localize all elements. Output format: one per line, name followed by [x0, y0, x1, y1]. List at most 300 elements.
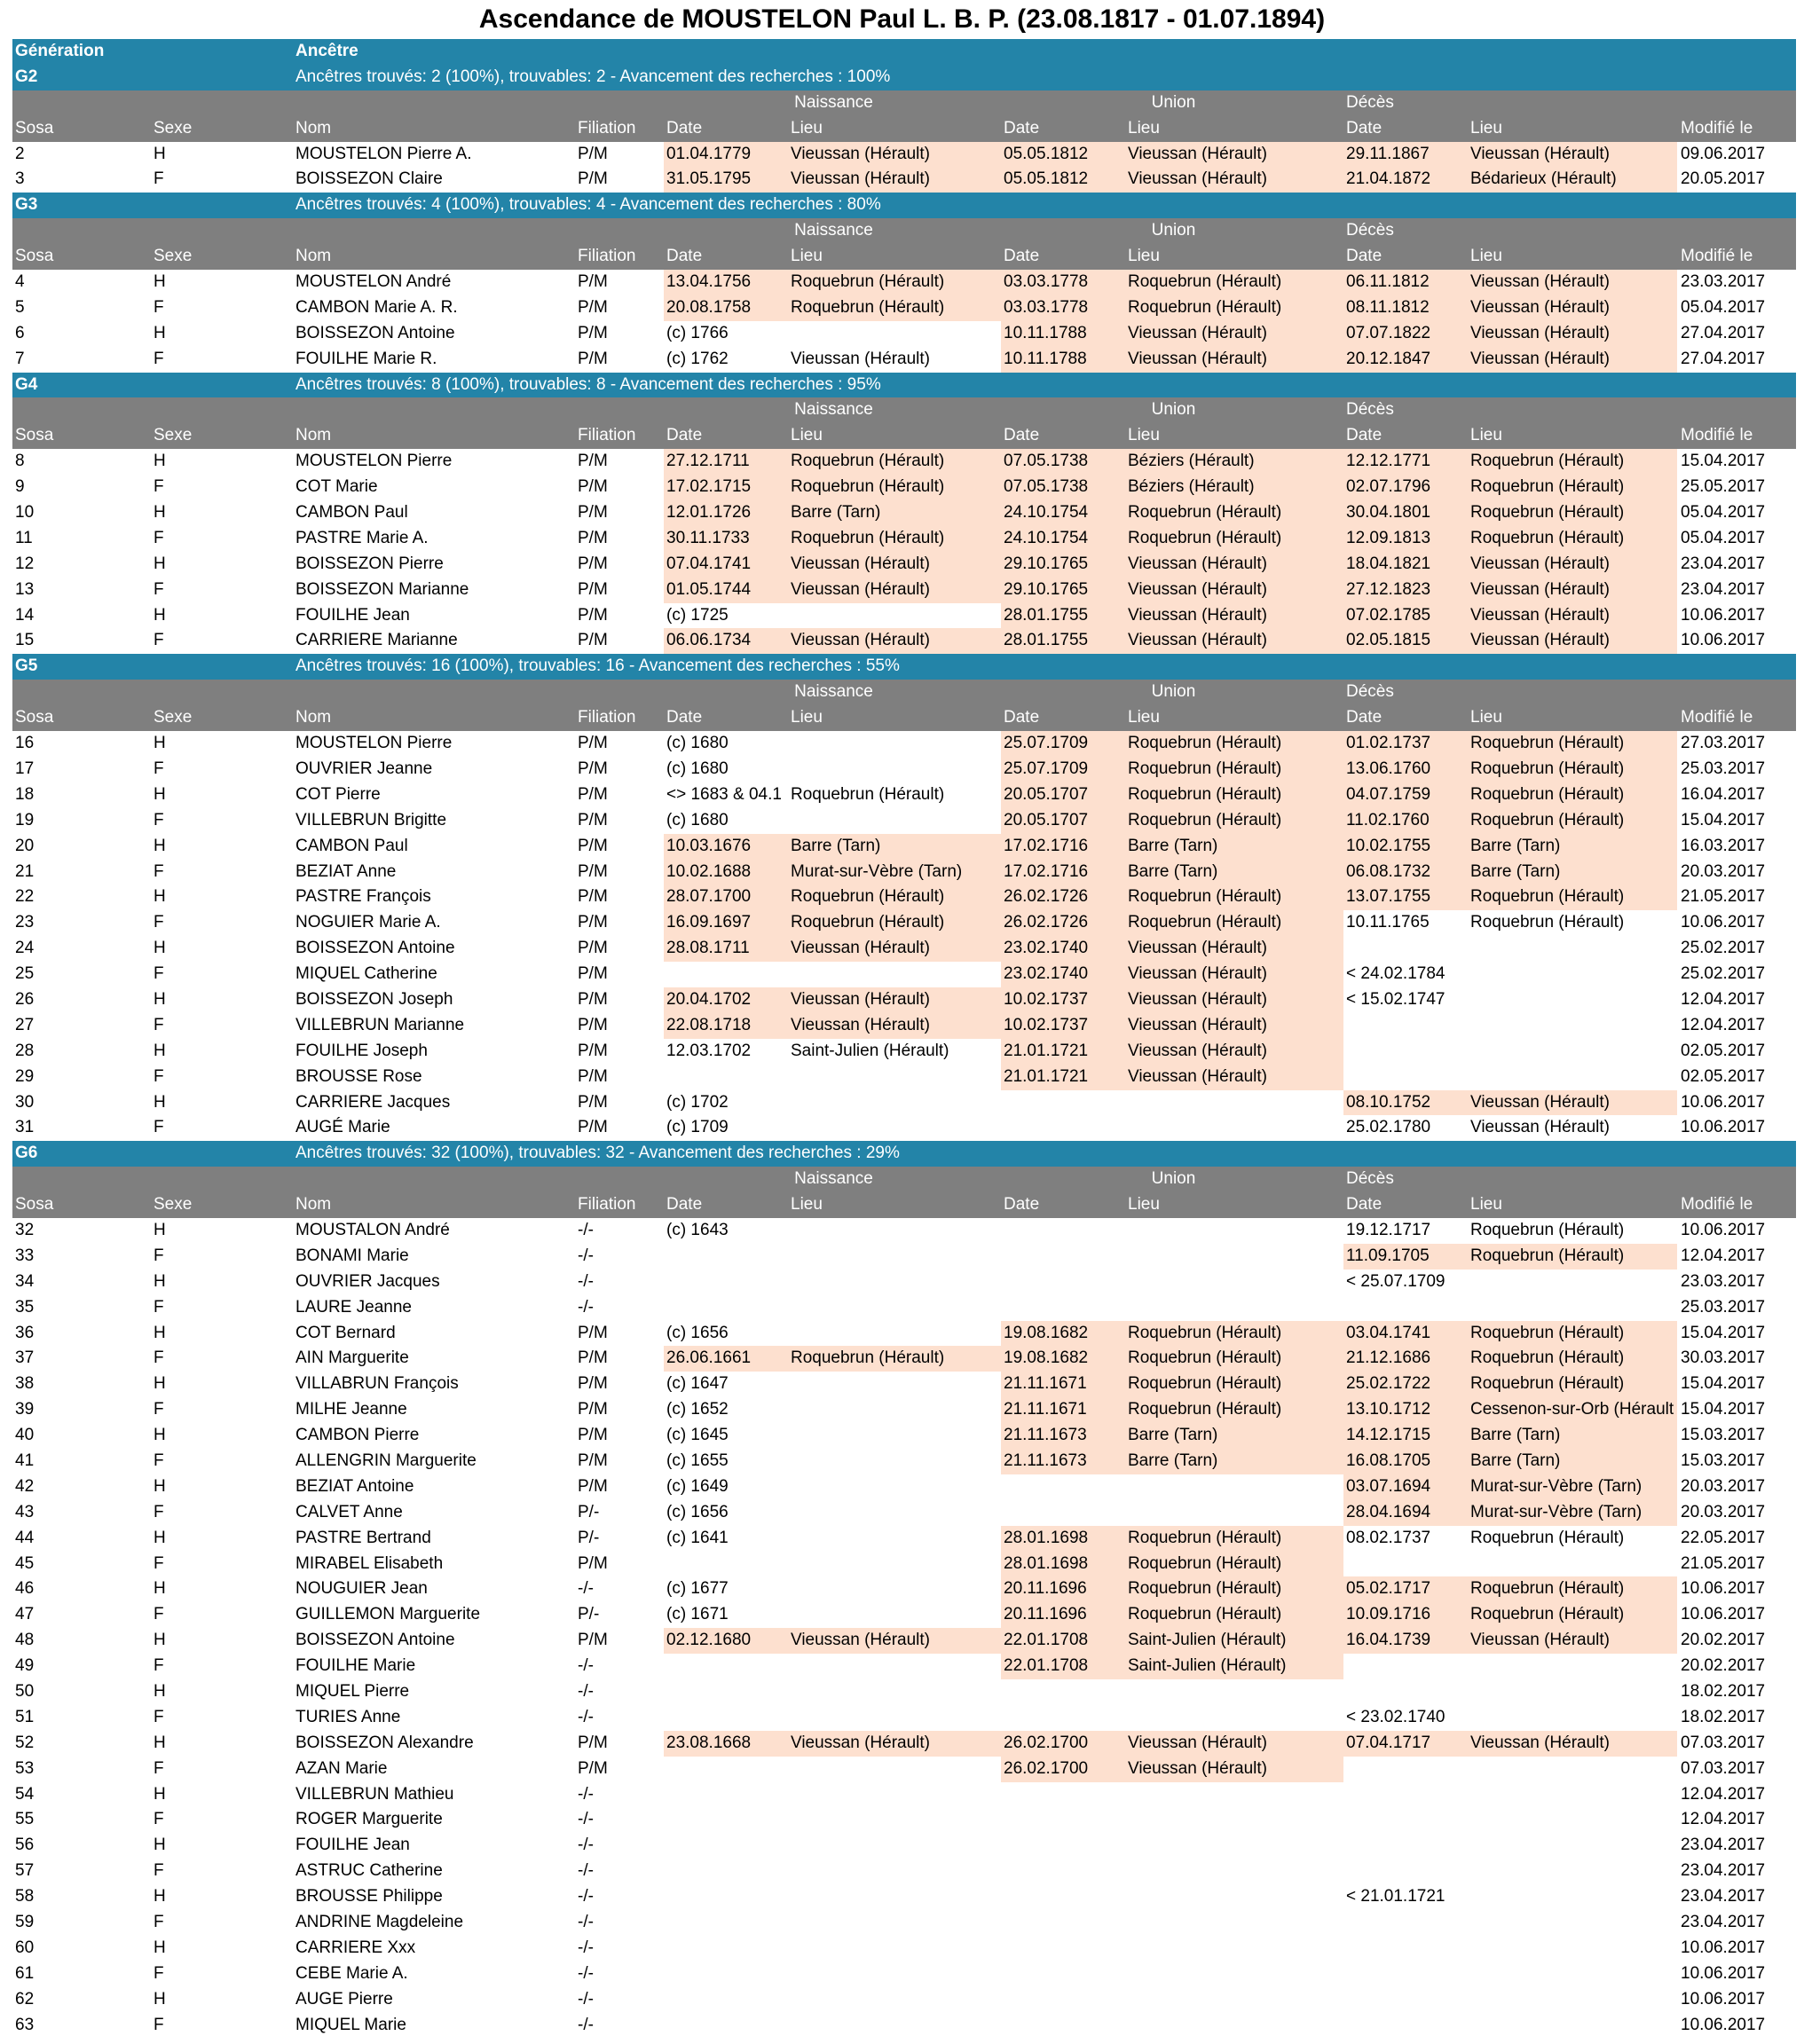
table-row [12, 731, 1796, 757]
col-union-place: Lieu [1128, 426, 1160, 445]
union-place-cell: Vieussan (Hérault) [1125, 578, 1343, 603]
union-group-label: Union [1151, 221, 1196, 240]
modified-cell: 22.05.2017 [1681, 1528, 1766, 1547]
generation-code: G6 [15, 1144, 38, 1163]
death-place-cell [1468, 1039, 1677, 1065]
modified-cell: 09.06.2017 [1681, 144, 1766, 163]
sex-cell: F [154, 2015, 164, 2034]
union-date-cell [1001, 1910, 1125, 1936]
sex-cell: H [154, 1528, 166, 1547]
birth-place-cell [788, 1397, 1001, 1423]
union-date-cell: 28.01.1755 [1001, 603, 1125, 629]
sex-cell: H [154, 1733, 166, 1752]
modified-cell: 21.05.2017 [1681, 887, 1766, 907]
modified-cell: 16.03.2017 [1681, 836, 1766, 855]
birth-date-cell: (c) 1680 [666, 810, 729, 829]
table-row [12, 1397, 1796, 1423]
death-date-cell: < 21.01.1721 [1346, 1887, 1446, 1906]
filiation-cell: P/M [578, 349, 608, 368]
event-group-header [12, 1167, 1796, 1192]
union-place-cell [1125, 1705, 1343, 1731]
death-date-cell: 10.11.1765 [1346, 913, 1430, 932]
modified-cell: 10.06.2017 [1681, 1092, 1766, 1112]
death-place-cell [1468, 1757, 1677, 1782]
death-date-cell: 06.08.1732 [1343, 860, 1468, 885]
table-row [12, 987, 1796, 1013]
filiation-cell: -/- [578, 1861, 594, 1881]
birth-date-cell: 16.09.1697 [664, 910, 788, 936]
name-cell: MIRABEL Elisabeth [295, 1553, 444, 1573]
modified-cell: 15.04.2017 [1681, 452, 1766, 471]
filiation-cell: P/M [578, 554, 608, 573]
death-place-cell [1468, 1833, 1677, 1859]
union-date-cell: 20.11.1696 [1001, 1576, 1125, 1602]
birth-date-cell [664, 1295, 788, 1321]
sosa-cell: 6 [15, 323, 25, 342]
death-place-cell: Roquebrun (Hérault) [1468, 782, 1677, 808]
birth-place-cell: Vieussan (Hérault) [788, 987, 1001, 1013]
name-cell: CAMBON Marie A. R. [295, 297, 458, 317]
sex-cell: H [154, 1938, 166, 1957]
sosa-cell: 11 [15, 528, 33, 547]
union-date-cell: 28.01.1698 [1001, 1526, 1125, 1552]
death-date-cell: < 15.02.1747 [1346, 989, 1446, 1009]
union-place-cell: Roquebrun (Hérault) [1125, 1602, 1343, 1628]
table-row [12, 1218, 1796, 1244]
birth-place-cell [788, 1065, 1001, 1090]
death-place-cell [1468, 962, 1677, 987]
sosa-cell: 47 [15, 1605, 35, 1624]
name-cell: BOISSEZON Alexandre [295, 1733, 474, 1752]
union-group-label: Union [1151, 400, 1196, 420]
birth-place-cell [788, 1807, 1001, 1833]
name-cell: AZAN Marie [295, 1758, 388, 1778]
union-place-cell: Vieussan (Hérault) [1125, 347, 1343, 373]
birth-place-cell: Vieussan (Hérault) [788, 1628, 1001, 1654]
sosa-cell: 2 [15, 144, 25, 163]
sosa-cell: 42 [15, 1476, 35, 1496]
sex-cell: H [154, 1426, 166, 1445]
col-sosa: Sosa [15, 118, 54, 138]
filiation-cell: P/- [578, 1528, 600, 1547]
sosa-cell: 55 [15, 1810, 35, 1829]
birth-date-cell: (c) 1725 [666, 605, 729, 625]
generation-code: G5 [15, 656, 38, 676]
sex-cell: H [154, 836, 166, 855]
death-date-cell: 02.07.1796 [1343, 475, 1468, 500]
name-cell: BOISSEZON Antoine [295, 323, 455, 342]
death-date-cell: 19.12.1717 [1346, 1220, 1431, 1239]
union-place-cell: Vieussan (Hérault) [1125, 142, 1343, 168]
col-birth-place: Lieu [791, 708, 823, 727]
table-row [12, 1090, 1796, 1116]
modified-cell: 16.04.2017 [1681, 784, 1766, 804]
death-place-cell: Vieussan (Hérault) [1468, 270, 1677, 295]
birth-place-cell: Roquebrun (Hérault) [788, 884, 1001, 910]
table-row [12, 1065, 1796, 1090]
filiation-cell: P/M [578, 1553, 608, 1573]
birth-place-cell: Vieussan (Hérault) [788, 552, 1001, 578]
filiation-cell: -/- [578, 1220, 594, 1239]
generation-row [12, 373, 1796, 398]
birth-place-cell [788, 1910, 1001, 1936]
death-date-cell [1343, 1065, 1468, 1090]
birth-place-cell [788, 731, 1001, 757]
sex-cell: H [154, 272, 166, 292]
union-place-cell [1125, 1090, 1343, 1116]
birth-date-cell [664, 1065, 788, 1090]
birth-place-cell [788, 1552, 1001, 1577]
death-date-cell: 01.02.1737 [1343, 731, 1468, 757]
name-cell: PASTRE Bertrand [295, 1528, 431, 1547]
sex-cell: H [154, 1323, 166, 1342]
table-row [12, 142, 1796, 168]
sex-cell: F [154, 169, 164, 189]
union-date-cell: 23.02.1740 [1001, 936, 1125, 962]
col-birth-date: Date [666, 118, 703, 138]
death-date-cell: 08.02.1737 [1346, 1528, 1431, 1547]
union-place-cell: Saint-Julien (Hérault) [1125, 1654, 1343, 1679]
union-place-cell [1125, 1295, 1343, 1321]
col-modified: Modifié le [1681, 1195, 1753, 1215]
death-place-cell [1468, 1065, 1677, 1090]
sosa-cell: 3 [15, 169, 25, 189]
table-row [12, 808, 1796, 834]
birth-date-cell: (c) 1702 [666, 1092, 729, 1112]
name-cell: FOUILHE Joseph [295, 1041, 428, 1060]
birth-date-cell [664, 1782, 788, 1808]
death-date-cell: 07.02.1785 [1343, 603, 1468, 629]
sosa-cell: 17 [15, 759, 35, 778]
sex-cell: H [154, 1631, 166, 1650]
sosa-cell: 8 [15, 452, 25, 471]
table-row [12, 1346, 1796, 1372]
modified-cell: 23.04.2017 [1681, 554, 1766, 573]
birth-date-cell [664, 1705, 788, 1731]
union-place-cell: Roquebrun (Hérault) [1125, 1346, 1343, 1372]
col-birth-date: Date [666, 1195, 703, 1215]
death-date-cell: 10.02.1755 [1343, 834, 1468, 860]
name-cell: AUGÉ Marie [295, 1118, 390, 1137]
filiation-cell: P/M [578, 477, 608, 497]
death-place-cell: Roquebrun (Hérault) [1470, 1220, 1625, 1239]
col-birth-date: Date [666, 708, 703, 727]
union-date-cell: 10.02.1737 [1001, 1013, 1125, 1039]
column-header-row [12, 116, 1796, 142]
col-death-date: Date [1346, 118, 1383, 138]
col-birth-date: Date [666, 426, 703, 445]
union-date-cell: 07.05.1738 [1001, 475, 1125, 500]
modified-cell: 15.04.2017 [1681, 1323, 1766, 1342]
col-birth-place: Lieu [791, 426, 823, 445]
filiation-cell: -/- [578, 1579, 594, 1599]
death-group-label: Décès [1346, 221, 1394, 240]
death-date-cell: 16.04.1739 [1343, 1628, 1468, 1654]
event-group-header [12, 218, 1796, 244]
sex-cell: H [154, 1682, 166, 1701]
event-group-header [12, 680, 1796, 705]
filiation-cell: P/M [578, 1015, 608, 1034]
birth-date-cell: 07.04.1741 [664, 552, 788, 578]
name-cell: MOUSTELON Pierre [295, 452, 453, 471]
birth-place-cell [788, 1526, 1001, 1552]
sosa-cell: 49 [15, 1656, 35, 1676]
death-place-cell: Murat-sur-Vèbre (Tarn) [1468, 1474, 1677, 1500]
union-date-cell [1001, 1270, 1125, 1295]
union-group-label: Union [1151, 682, 1196, 702]
birth-place-cell: Barre (Tarn) [788, 834, 1001, 860]
sex-cell: F [154, 1118, 164, 1137]
union-date-cell [1001, 1115, 1125, 1141]
sosa-cell: 13 [15, 579, 35, 599]
sex-cell: H [154, 887, 166, 907]
table-row [12, 834, 1796, 860]
name-cell: AIN Marguerite [295, 1348, 409, 1368]
filiation-cell: -/- [578, 1297, 594, 1317]
death-place-cell: Roquebrun (Hérault) [1468, 1372, 1677, 1397]
table-row [12, 1807, 1796, 1833]
sosa-cell: 22 [15, 887, 35, 907]
death-place-cell: Vieussan (Hérault) [1468, 347, 1677, 373]
filiation-cell: -/- [578, 1836, 594, 1855]
sex-cell: H [154, 734, 166, 753]
union-place-cell: Roquebrun (Hérault) [1125, 782, 1343, 808]
sex-cell: F [154, 349, 164, 368]
birth-date-cell: 28.08.1711 [664, 936, 788, 962]
birth-place-cell [788, 1602, 1001, 1628]
filiation-cell: P/M [578, 579, 608, 599]
col-modified: Modifié le [1681, 118, 1753, 138]
death-date-cell [1343, 1807, 1468, 1833]
death-date-cell [1343, 1859, 1468, 1884]
modified-cell: 02.05.2017 [1681, 1066, 1766, 1086]
filiation-cell: P/M [578, 1041, 608, 1060]
birth-place-cell: Roquebrun (Hérault) [791, 784, 945, 804]
name-cell: BOISSEZON Joseph [295, 989, 453, 1009]
table-row [12, 1654, 1796, 1679]
name-cell: VILLEBRUN Marianne [295, 1015, 465, 1034]
name-cell: ROGER Marguerite [295, 1810, 443, 1829]
birth-date-cell [664, 962, 788, 987]
modified-cell: 12.04.2017 [1681, 989, 1766, 1009]
birth-date-cell [664, 1936, 788, 1961]
modified-cell: 23.04.2017 [1681, 1887, 1766, 1906]
filiation-cell: P/M [578, 1758, 608, 1778]
modified-cell: 05.04.2017 [1681, 528, 1766, 547]
death-place-cell: Vieussan (Hérault) [1468, 552, 1677, 578]
sosa-cell: 57 [15, 1861, 35, 1881]
birth-place-cell: Vieussan (Hérault) [788, 628, 1001, 654]
death-date-cell: 08.11.1812 [1343, 295, 1468, 321]
name-cell: OUVRIER Jeanne [295, 759, 433, 778]
union-date-cell [1001, 1295, 1125, 1321]
union-place-cell [1125, 1884, 1343, 1910]
birth-place-cell [788, 1961, 1001, 1987]
sosa-cell: 15 [15, 631, 35, 650]
birth-place-cell: Vieussan (Hérault) [788, 1731, 1001, 1757]
table-row [12, 552, 1796, 578]
modified-cell: 12.04.2017 [1681, 1015, 1766, 1034]
generation-summary: Ancêtres trouvés: 8 (100%), trouvables: 8 - Avancement des recherches : 95% [295, 374, 881, 394]
union-place-cell: Vieussan (Hérault) [1125, 321, 1343, 347]
col-name: Nom [295, 118, 332, 138]
union-place-cell [1125, 1679, 1343, 1705]
sex-cell: H [154, 1784, 166, 1804]
birth-place-cell: Roquebrun (Hérault) [788, 910, 1001, 936]
filiation-cell: -/- [578, 1913, 594, 1932]
table-row [12, 475, 1796, 500]
union-place-cell: Roquebrun (Hérault) [1125, 1372, 1343, 1397]
death-place-cell [1468, 1013, 1677, 1039]
col-birth-place: Lieu [791, 118, 823, 138]
sosa-cell: 18 [15, 784, 35, 804]
name-cell: COT Pierre [295, 784, 381, 804]
birth-place-cell: Vieussan (Hérault) [788, 578, 1001, 603]
modified-cell: 27.04.2017 [1681, 323, 1766, 342]
union-place-cell: Vieussan (Hérault) [1125, 1731, 1343, 1757]
birth-date-cell: 30.11.1733 [664, 526, 788, 552]
modified-cell: 10.06.2017 [1681, 913, 1766, 932]
sex-cell: F [154, 1502, 164, 1521]
birth-date-cell: (c) 1645 [666, 1426, 729, 1445]
sex-cell: F [154, 1246, 164, 1265]
birth-date-cell: 12.03.1702 [666, 1041, 752, 1060]
union-date-cell [1001, 1807, 1125, 1833]
col-death-place: Lieu [1470, 1195, 1502, 1215]
union-place-cell [1125, 1782, 1343, 1808]
death-place-cell: Vieussan (Hérault) [1468, 1090, 1677, 1116]
death-place-cell: Murat-sur-Vèbre (Tarn) [1468, 1500, 1677, 1526]
modified-cell: 30.03.2017 [1681, 1348, 1766, 1368]
birth-date-cell: <> 1683 & 04.1 [666, 784, 782, 804]
birth-date-cell: 10.03.1676 [664, 834, 788, 860]
col-modified: Modifié le [1681, 708, 1753, 727]
table-row [12, 782, 1796, 808]
col-filiation: Filiation [578, 426, 636, 445]
birth-date-cell: 28.07.1700 [664, 884, 788, 910]
birth-place-cell [788, 1757, 1001, 1782]
generation-summary: Ancêtres trouvés: 16 (100%), trouvables: 16 - Avancement des recherches : 55% [295, 656, 900, 676]
death-date-cell [1343, 1987, 1468, 2013]
col-filiation: Filiation [578, 1195, 636, 1215]
sosa-cell: 60 [15, 1938, 35, 1957]
union-date-cell: 21.11.1673 [1001, 1449, 1125, 1474]
death-date-cell: 28.04.1694 [1343, 1500, 1468, 1526]
death-date-cell: 07.07.1822 [1343, 321, 1468, 347]
col-name: Nom [295, 426, 332, 445]
union-date-cell [1001, 1090, 1125, 1116]
sex-cell: F [154, 1656, 164, 1676]
union-place-cell: Vieussan (Hérault) [1125, 628, 1343, 654]
union-date-cell: 10.11.1788 [1001, 321, 1125, 347]
filiation-cell: -/- [578, 1810, 594, 1829]
union-place-cell: Vieussan (Hérault) [1125, 1039, 1343, 1065]
generation-header: Génération [15, 42, 105, 60]
birth-date-cell [664, 1884, 788, 1910]
table-row [12, 884, 1796, 910]
modified-cell: 23.04.2017 [1681, 1913, 1766, 1932]
sex-cell: H [154, 452, 166, 471]
col-name: Nom [295, 247, 332, 266]
death-place-cell: Barre (Tarn) [1468, 860, 1677, 885]
sex-cell: F [154, 1066, 164, 1086]
death-date-cell [1343, 1679, 1468, 1705]
modified-cell: 20.02.2017 [1681, 1631, 1766, 1650]
union-place-cell [1125, 1270, 1343, 1295]
modified-cell: 12.04.2017 [1681, 1784, 1766, 1804]
table-row [12, 2013, 1796, 2039]
sex-cell: F [154, 1707, 164, 1726]
event-group-header [12, 397, 1796, 423]
birth-date-cell: (c) 1649 [666, 1476, 729, 1496]
modified-cell: 15.03.2017 [1681, 1426, 1766, 1445]
birth-date-cell: 20.04.1702 [664, 987, 788, 1013]
sosa-cell: 59 [15, 1913, 35, 1932]
union-place-cell: Vieussan (Hérault) [1125, 552, 1343, 578]
birth-date-cell: 06.06.1734 [664, 628, 788, 654]
death-place-cell: Roquebrun (Hérault) [1468, 808, 1677, 834]
table-row [12, 1961, 1796, 1987]
generation-row [12, 65, 1796, 90]
birth-place-cell: Roquebrun (Hérault) [788, 270, 1001, 295]
birth-date-cell: 27.12.1711 [664, 449, 788, 475]
sosa-cell: 51 [15, 1707, 35, 1726]
col-death-place: Lieu [1470, 708, 1502, 727]
birth-date-cell: (c) 1762 [666, 349, 729, 368]
death-place-cell [1468, 1679, 1677, 1705]
union-date-cell: 20.11.1696 [1001, 1602, 1125, 1628]
death-date-cell [1343, 1782, 1468, 1808]
modified-cell: 25.02.2017 [1681, 939, 1766, 958]
col-death-date: Date [1346, 1195, 1383, 1215]
filiation-cell: -/- [578, 1963, 594, 1983]
birth-place-cell [788, 1270, 1001, 1295]
name-cell: FOUILHE Jean [295, 605, 410, 625]
union-date-cell: 29.10.1765 [1001, 578, 1125, 603]
birth-date-cell: (c) 1677 [666, 1579, 729, 1599]
sex-cell: F [154, 1758, 164, 1778]
birth-place-cell [788, 757, 1001, 782]
birth-place-cell [788, 1654, 1001, 1679]
table-row [12, 910, 1796, 936]
sex-cell: H [154, 1836, 166, 1855]
death-date-cell [1343, 936, 1468, 962]
birth-place-cell [788, 1115, 1001, 1141]
sosa-cell: 23 [15, 913, 35, 932]
death-date-cell: 10.09.1716 [1343, 1602, 1468, 1628]
union-place-cell: Vieussan (Hérault) [1125, 936, 1343, 962]
birth-place-cell [788, 1679, 1001, 1705]
filiation-cell: P/M [578, 1118, 608, 1137]
death-date-cell: 21.04.1872 [1343, 167, 1468, 193]
column-header-row [12, 705, 1796, 731]
union-place-cell: Roquebrun (Hérault) [1125, 757, 1343, 782]
table-row [12, 1244, 1796, 1270]
death-place-cell: Vieussan (Hérault) [1468, 603, 1677, 629]
table-row [12, 1474, 1796, 1500]
name-cell: PASTRE François [295, 887, 431, 907]
birth-place-cell: Roquebrun (Hérault) [788, 475, 1001, 500]
birth-date-cell [664, 1654, 788, 1679]
col-union-date: Date [1004, 708, 1040, 727]
col-modified: Modifié le [1681, 247, 1753, 266]
death-place-cell: Roquebrun (Hérault) [1468, 475, 1677, 500]
death-place-cell [1468, 1910, 1677, 1936]
union-date-cell: 26.02.1700 [1001, 1757, 1125, 1782]
birth-place-cell: Barre (Tarn) [788, 500, 1001, 526]
union-place-cell [1125, 1936, 1343, 1961]
union-date-cell: 25.07.1709 [1001, 757, 1125, 782]
